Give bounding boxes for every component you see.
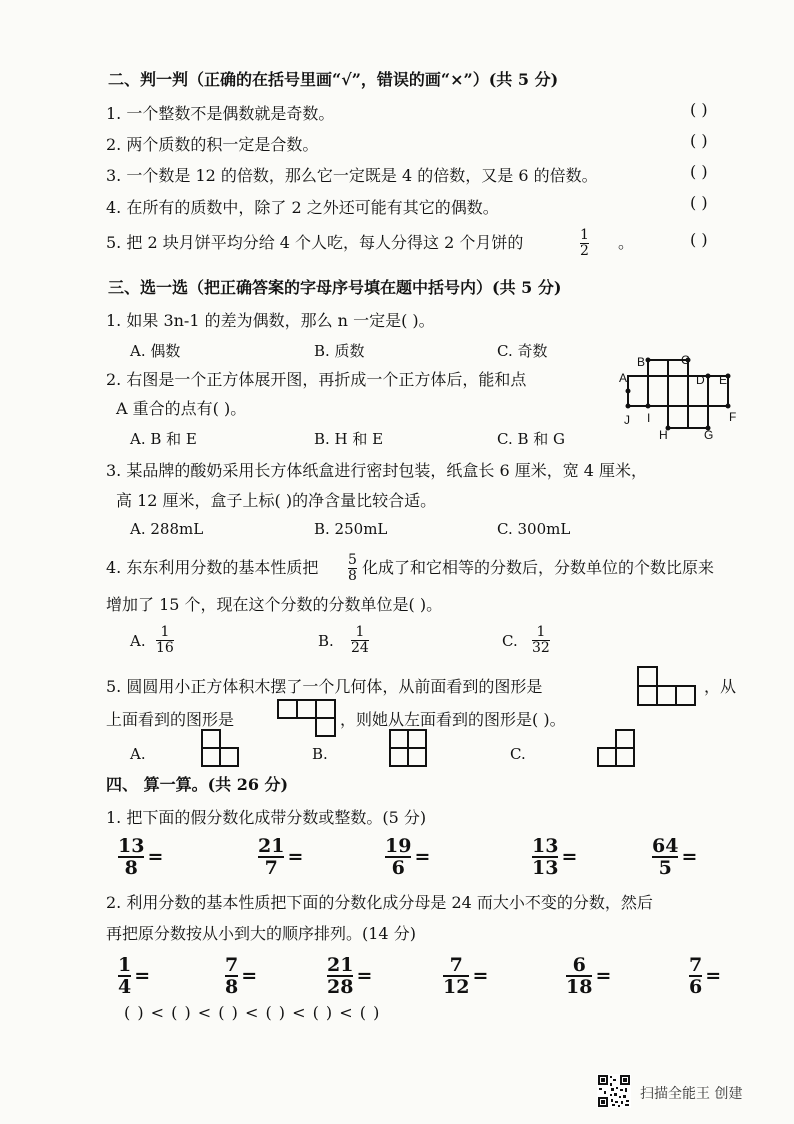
improper-fraction-3[interactable]: 19 6 = [385,835,431,879]
net-label-e: E [719,373,728,387]
judge-item-5-end: 。 [618,233,635,252]
q5-option-b-shape [388,728,430,770]
net-label-h: H [659,428,668,442]
q4-option-b-fraction: 1 24 [351,624,369,656]
q4-option-c-fraction: 1 32 [532,624,550,656]
net-label-j: J [624,413,630,427]
q4-fraction: 5 8 [348,552,357,584]
q5-option-c[interactable]: C. [510,745,526,763]
scanner-watermark: 扫描全能王 创建 [640,1086,743,1102]
q2-option-a[interactable]: A. B 和 E [130,430,197,448]
q5-option-c-shape [596,728,638,770]
choice-q5-line1-end: ，从 [704,677,737,696]
q4-option-a-label[interactable]: A. [130,632,146,650]
judge-item-5-fraction: 1 2 [580,227,589,259]
calc-q2-line2: 再把原分数按从小到大的顺序排列。(14 分) [106,924,416,943]
front-view-shape [636,665,698,707]
q1-option-a[interactable]: A. 偶数 [130,342,181,360]
net-label-b: B [637,355,646,369]
answer-blank-5[interactable]: ( ) [690,230,708,249]
q4-option-b-label[interactable]: B. [318,632,334,650]
choice-q3-line2: 高 12 厘米，盒子上标( )的净含量比较合适。 [116,491,437,510]
answer-blank-4[interactable]: ( ) [690,193,708,212]
cube-net-diagram [618,354,738,444]
qr-code-icon [597,1074,631,1108]
q2-option-b[interactable]: B. H 和 E [314,430,384,448]
choice-q2-line2: A 重合的点有( )。 [116,399,247,418]
q1-option-b[interactable]: B. 质数 [314,342,365,360]
answer-blank-3[interactable]: ( ) [690,162,708,181]
improper-fraction-1[interactable]: 13 8 = [118,835,164,879]
choice-q4-line2: 增加了 15 个，现在这个分数的分数单位是( )。 [106,595,443,614]
judge-item-5: 5. 把 2 块月饼平均分给 4 个人吃，每人分得这 2 个月饼的 [106,233,524,252]
net-label-f: F [729,410,737,424]
q2-option-c[interactable]: C. B 和 G [497,430,566,448]
net-label-i: I [647,411,651,425]
section-2-title: 二、判一判（正确的在括号里画“√”，错误的画“×”）(共 5 分) [108,70,559,89]
q4-option-c-label[interactable]: C. [502,632,518,650]
choice-q4-post: 化成了和它相等的分数后，分数单位的个数比原来 [362,558,715,577]
q3-option-a[interactable]: A. 288mL [130,520,204,538]
judge-item-2: 2. 两个质数的积一定是合数。 [106,135,319,154]
choice-q2-line1: 2. 右图是一个正方体展开图，再折成一个正方体后，能和点 [106,370,527,389]
convert-fraction-1[interactable]: 1 4 = [118,954,151,998]
q4-option-a-fraction: 1 16 [156,624,174,656]
convert-fraction-2[interactable]: 7 8 = [225,954,258,998]
improper-fraction-2[interactable]: 21 7 = [258,835,304,879]
improper-fraction-5[interactable]: 64 5 = [652,835,698,879]
judge-item-1: 1. 一个整数不是偶数就是奇数。 [106,104,335,123]
net-label-a: A [619,371,628,385]
net-label-c: C [681,354,690,367]
net-label-g: G [704,428,714,442]
choice-q5-line2-pre: 上面看到的图形是 [106,710,235,729]
choice-q4-pre: 4. 东东利用分数的基本性质把 [106,558,319,577]
judge-item-4: 4. 在所有的质数中，除了 2 之外还可能有其它的偶数。 [106,198,499,217]
convert-fraction-6[interactable]: 7 6 = [689,954,722,998]
q3-option-b[interactable]: B. 250mL [314,520,388,538]
convert-fraction-3[interactable]: 21 28 = [327,954,373,998]
answer-blank-1[interactable]: ( ) [690,100,708,119]
choice-q5-line1: 5. 圆圆用小正方体积木摆了一个几何体，从前面看到的图形是 [106,677,543,696]
q1-option-c[interactable]: C. 奇数 [497,342,548,360]
q5-option-a-shape [200,728,242,770]
section-3-title: 三、选一选（把正确答案的字母序号填在题中括号内）(共 5 分) [108,278,562,297]
answer-blank-2[interactable]: ( ) [690,131,708,150]
section-4-title: 四、 算一算。(共 26 分) [106,775,289,794]
ordering-answer-line[interactable]: ( ) < ( ) < ( ) < ( ) < ( ) < ( ) [124,1003,380,1022]
choice-q5-line2-post: ，则她从左面看到的图形是( )。 [340,710,566,729]
q3-option-c[interactable]: C. 300mL [497,520,571,538]
convert-fraction-5[interactable]: 6 18 = [566,954,612,998]
judge-item-3: 3. 一个数是 12 的倍数，那么它一定既是 4 的倍数，又是 6 的倍数。 [106,166,598,185]
calc-q2-line1: 2. 利用分数的基本性质把下面的分数化成分母是 24 而大小不变的分数，然后 [106,893,653,912]
choice-q3-line1: 3. 某品牌的酸奶采用长方体纸盒进行密封包装，纸盒长 6 厘米，宽 4 厘米， [106,461,648,480]
q5-option-b[interactable]: B. [312,745,328,763]
q5-option-a[interactable]: A. [130,745,146,763]
net-label-d: D [696,373,705,387]
choice-q1: 1. 如果 3n-1 的差为偶数，那么 n 一定是( )。 [106,311,435,330]
convert-fraction-4[interactable]: 7 12 = [443,954,489,998]
calc-q1: 1. 把下面的假分数化成带分数或整数。(5 分) [106,808,427,827]
improper-fraction-4[interactable]: 13 13 = [532,835,578,879]
top-view-shape [276,698,338,738]
